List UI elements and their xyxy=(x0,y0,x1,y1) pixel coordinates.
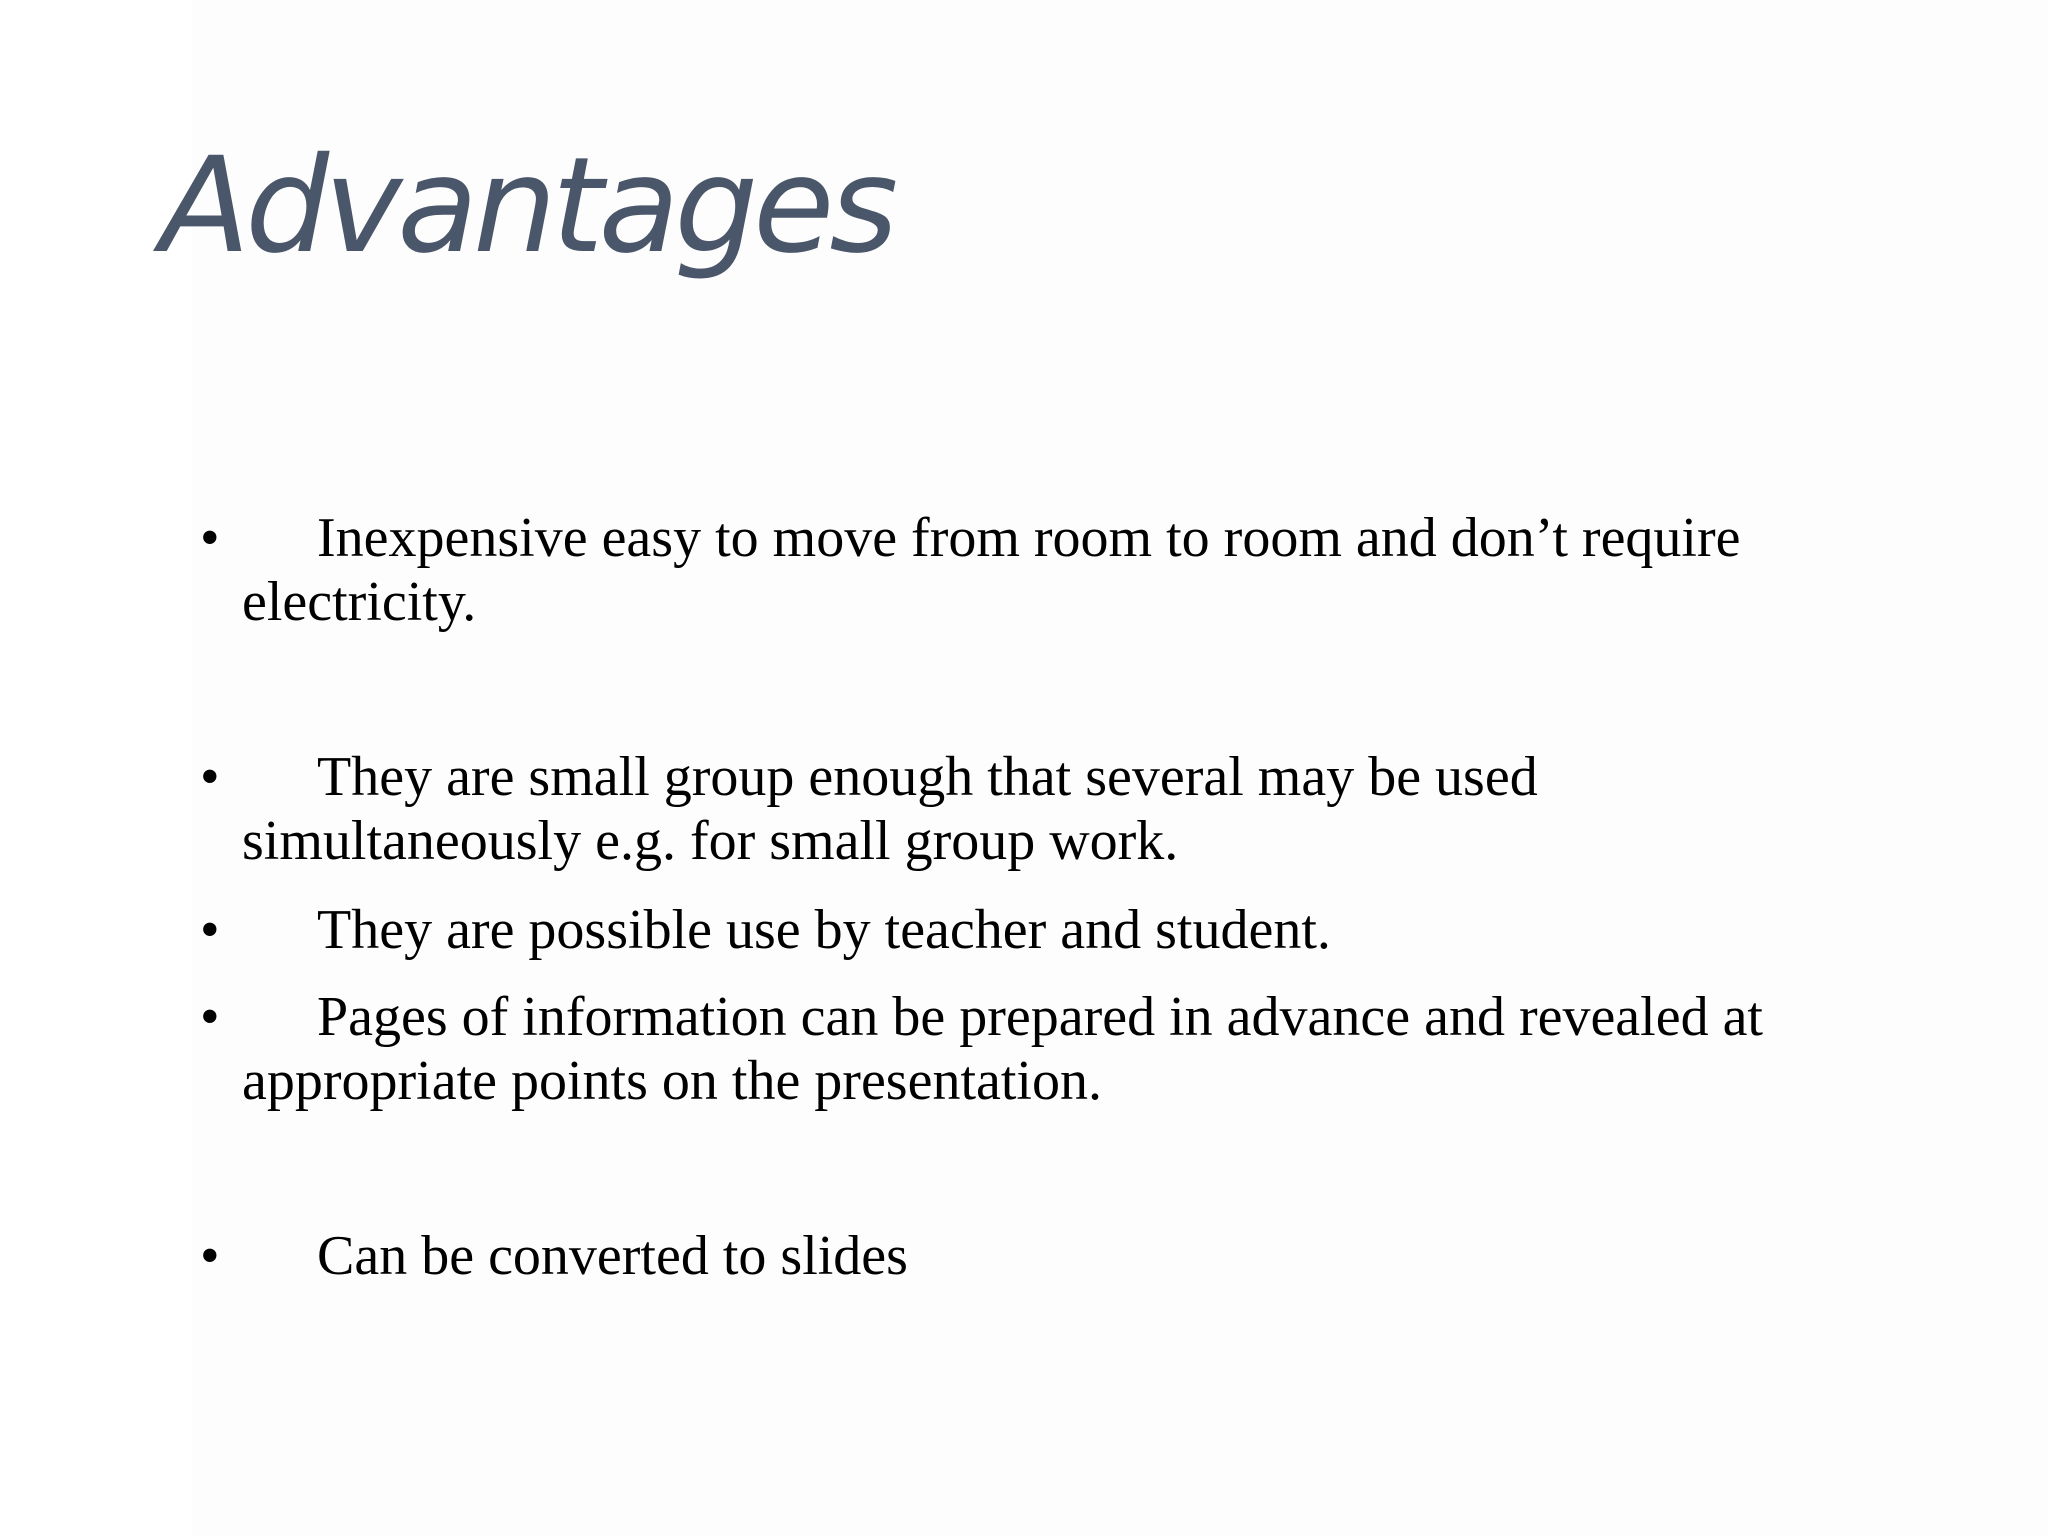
bullet-text: Pages of information can be prepared in advance and revealed at appropriate points on the presentation. xyxy=(242,986,1763,1112)
bullet-dot: • xyxy=(200,899,220,961)
bullet-item xyxy=(200,506,1880,634)
bullet-text: They are small group enough that several may be used simultaneously e.g. for small group work. xyxy=(242,746,1538,872)
bullet-item xyxy=(200,985,1880,1113)
bullet-item xyxy=(200,898,1880,962)
bullet-text: Inexpensive easy to move from room to room and don’t require electricity. xyxy=(242,507,1741,633)
bullet-item xyxy=(200,745,1880,873)
bullet-text: They are possible use by teacher and student. xyxy=(317,899,1331,961)
bullet-dot: • xyxy=(200,507,220,569)
bullet-text: Can be converted to slides xyxy=(317,1225,908,1287)
slide-title: Advantages xyxy=(160,129,894,283)
bullet-dot: • xyxy=(200,746,220,808)
bullet-dot: • xyxy=(200,986,220,1048)
bullet-item xyxy=(200,1224,1880,1288)
bullet-dot: • xyxy=(200,1225,220,1287)
